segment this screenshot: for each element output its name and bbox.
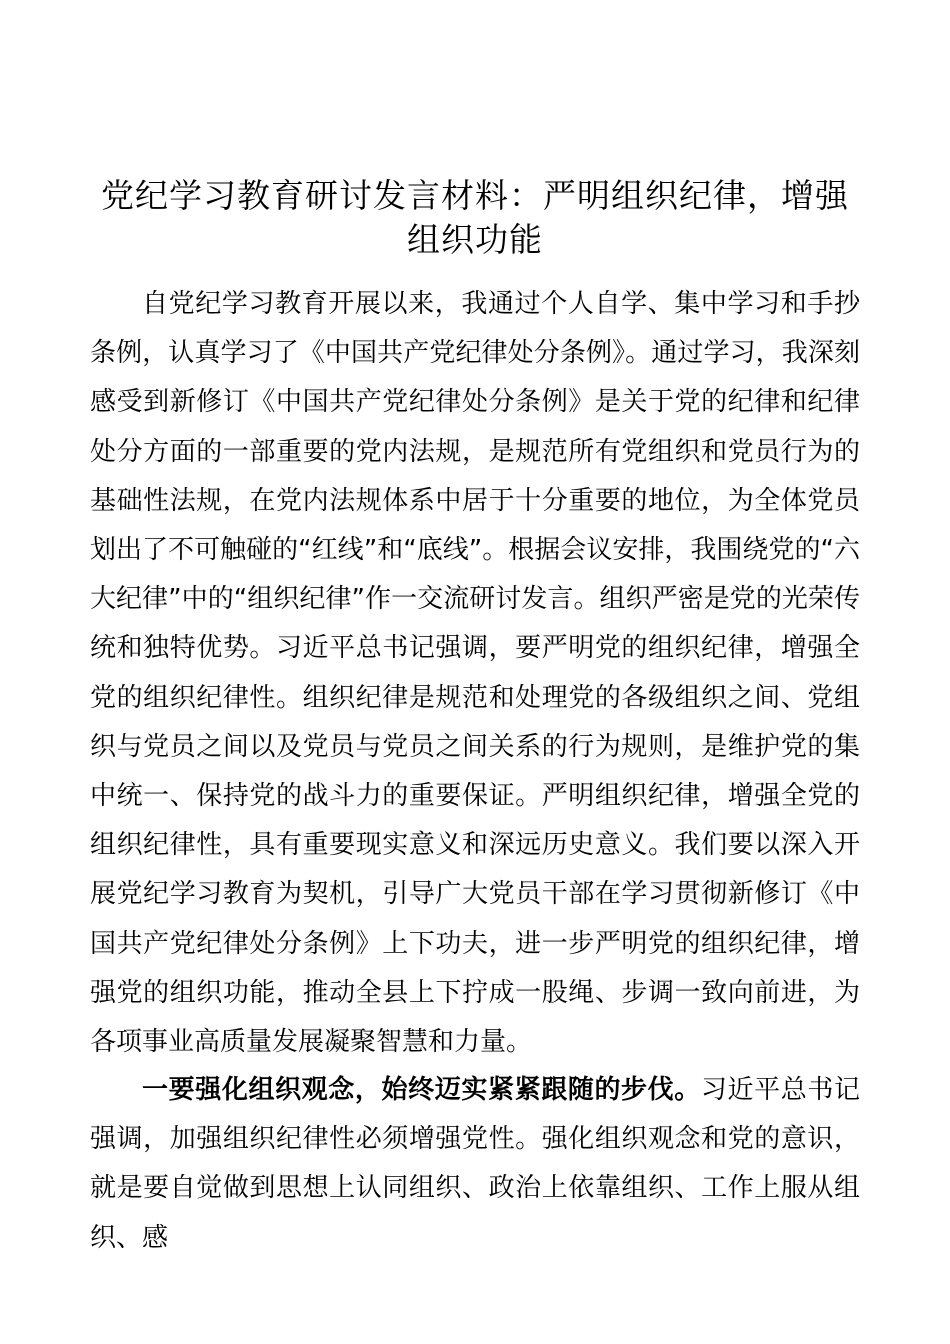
paragraph-intro bbox=[90, 280, 860, 1067]
paragraph-body: 习近平总书记强调，加强组织纪律性必须增强党性。强化组织观念和党的意识，就是要自觉做到思想上认同组织、政治上依靠组织、工作上服从组织、感 bbox=[90, 1075, 860, 1253]
document-title: 党纪学习教育研讨发言材料：严明组织纪律，增强组织功能 bbox=[101, 176, 849, 259]
paragraph-body: 自党纪学习教育开展以来，我通过个人自学、集中学习和手抄条例，认真学习了《中国共产党纪律处分条例》。通过学习，我深刻感受到新修订《中国共产党纪律处分条例》是关于党的纪律和纪律处分方面的一部重要的党内法规，是规范所有党组织和党员行为的基础性法规，在党内法规体系中居于十分重要的地位，为全体党员划出了不可触碰的“红线”和“底线”。根据会议安排，我围绕党的“六大纪律”中的“组织纪律”作一交流研讨发言。组织严密是党的光荣传统和独特优势。习近平总书记强调，要严明党的组织纪律，增强全党的组织纪律性。组织纪律是规范和处理党的各级组织之间、党组织与党员之间以及党员与党员之间关系的行为规则，是维护党的集中统一、保持党的战斗力的重要保证。严明组织纪律，增强全党的组织纪律性，具有重要现实意义和深远历史意义。我们要以深入开展党纪学习教育为契机，引导广大党员干部在学习贯彻新修订《中国共产党纪律处分条例》上下功夫，进一步严明党的组织纪律，增强党的组织功能，推动全县上下拧成一股绳、步调一致向前进，为各项事业高质量发展凝聚智慧和力量。 bbox=[90, 289, 860, 1058]
paragraph-point-one bbox=[90, 1066, 860, 1263]
paragraph-lead: 一要强化组织观念，始终迈实紧紧跟随的步伐。 bbox=[142, 1075, 701, 1105]
